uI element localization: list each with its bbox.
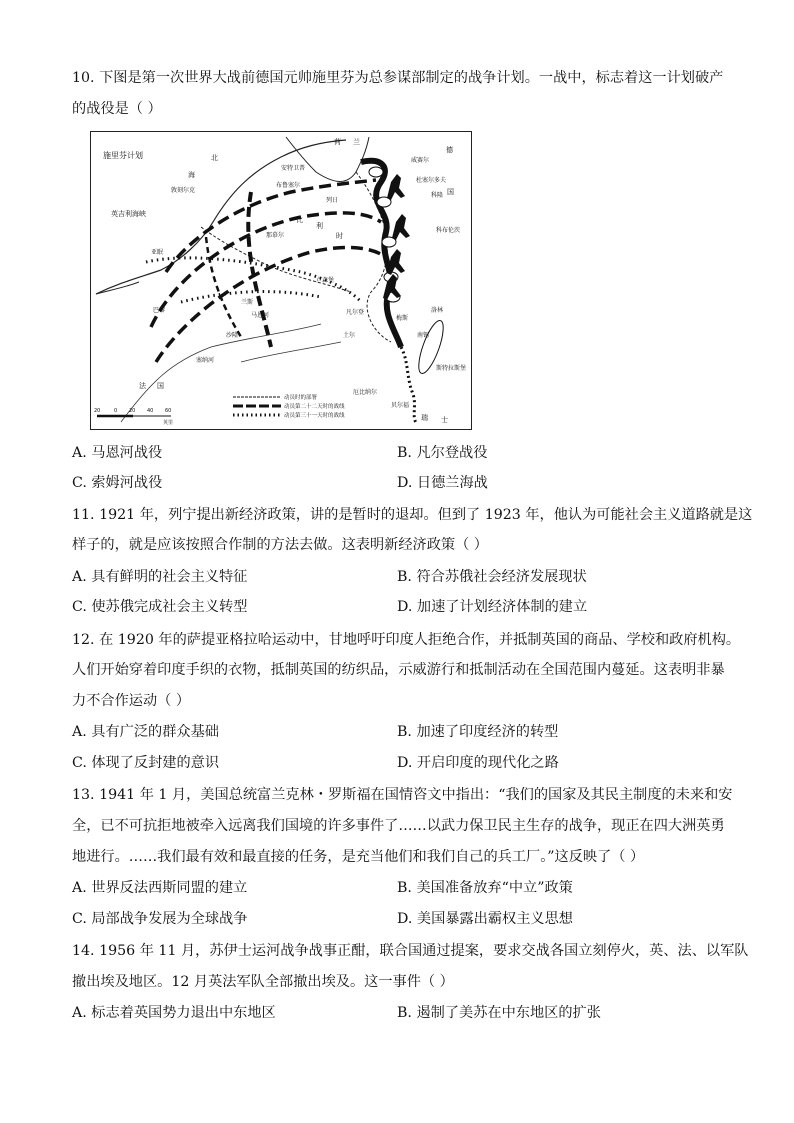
svg-text:沙隆: 沙隆 <box>226 332 239 339</box>
svg-text:北: 北 <box>211 154 218 162</box>
q13-option-d[interactable]: D. 美国暴露出霸权主义思想 <box>397 911 573 927</box>
svg-text:杜塞尔多夫: 杜塞尔多夫 <box>416 177 447 184</box>
q11-option-d[interactable]: D. 加速了计划经济体制的建立 <box>397 599 588 615</box>
q13-option-c[interactable]: C. 局部战争发展为全球战争 <box>72 911 248 927</box>
svg-text:60: 60 <box>165 408 172 414</box>
q13-stem-line2: 全，已不可抗拒地被牵入远离我们国境的许多事件了……以武力保卫民主生存的战争，现正在四大洲英勇 <box>72 818 725 834</box>
svg-text:南锡: 南锡 <box>417 332 430 339</box>
svg-text:荷: 荷 <box>334 138 341 146</box>
svg-text:比: 比 <box>296 216 303 224</box>
svg-text:兰斯: 兰斯 <box>241 299 254 306</box>
svg-text:时: 时 <box>336 232 343 240</box>
legend-item-1: 动员时的部署 <box>284 395 318 401</box>
svg-text:士: 士 <box>441 416 448 424</box>
svg-text:20: 20 <box>129 408 136 414</box>
svg-text:敦刻尔克: 敦刻尔克 <box>171 187 196 194</box>
q11-option-a[interactable]: A. 具有鲜明的社会主义特征 <box>72 569 248 585</box>
svg-text:厄比纳尔: 厄比纳尔 <box>353 389 378 396</box>
svg-text:国: 国 <box>447 188 454 196</box>
svg-text:列日: 列日 <box>326 197 339 204</box>
svg-text:海: 海 <box>188 171 195 179</box>
svg-text:塞纳河: 塞纳河 <box>196 357 215 364</box>
q12-stem-line3: 力不合作运动（ ） <box>72 693 191 709</box>
q14-option-b[interactable]: B. 遏制了美苏在中东地区的扩张 <box>397 1005 601 1021</box>
q13-stem-line3: 地进行。……我们最有效和最直接的任务，是充当他们和我们自己的兵工厂。”这反映了（ ） <box>72 849 645 865</box>
q14-stem-line1: 14. 1956 年 11 月，苏伊士运河战争战事正酣，联合国通过提案，要求交战各国立刻停火，英、法、以军队 <box>72 943 749 959</box>
svg-text:巴黎: 巴黎 <box>153 307 166 314</box>
svg-text:马恩河: 马恩河 <box>251 312 270 319</box>
q10-option-c[interactable]: C. 索姆河战役 <box>72 475 163 491</box>
legend-item-2: 动员第二十二天时的战线 <box>284 404 345 410</box>
svg-text:科布伦茨: 科布伦茨 <box>436 227 461 234</box>
svg-text:亚眠: 亚眠 <box>151 249 164 256</box>
svg-text:兰: 兰 <box>353 138 360 146</box>
svg-text:国: 国 <box>157 382 164 390</box>
q10-stem-line2: 的战役是（ ） <box>72 101 162 117</box>
svg-text:贝尔福: 贝尔福 <box>391 402 410 409</box>
svg-text:那慕尔: 那慕尔 <box>266 232 285 239</box>
q12-option-a[interactable]: A. 具有广泛的群众基础 <box>72 724 219 740</box>
q10-option-b[interactable]: B. 凡尔登战役 <box>397 445 488 461</box>
svg-text:布鲁塞尔: 布鲁塞尔 <box>276 182 301 189</box>
svg-text:施里芬计划: 施里芬计划 <box>103 151 143 160</box>
svg-text:威赛尔: 威赛尔 <box>411 157 430 164</box>
q10-stem-line1: 10. 下图是第一次世界大战前德国元帅施里芬为总参谋部制定的战争计划。一战中，标志着这一计划破产 <box>72 70 724 86</box>
svg-text:0: 0 <box>114 408 118 414</box>
q10-option-a[interactable]: A. 马恩河战役 <box>72 445 163 461</box>
svg-text:科隆: 科隆 <box>431 192 444 199</box>
q10-option-d[interactable]: D. 日德兰海战 <box>397 475 488 491</box>
q14-option-a[interactable]: A. 标志着英国势力退出中东地区 <box>72 1005 276 1021</box>
svg-text:德: 德 <box>446 146 453 154</box>
svg-text:瑞: 瑞 <box>421 414 428 422</box>
schlieffen-plan-map <box>90 131 472 430</box>
svg-text:利: 利 <box>316 222 323 230</box>
svg-text:安特卫普: 安特卫普 <box>281 165 306 172</box>
q11-stem-line1: 11. 1921 年，列宁提出新经济政策，讲的是暂时的退却。但到了 1923 年，他认为可能社会主义道路就是这 <box>72 507 753 523</box>
legend-item-3: 动员第三十一天时的战线 <box>284 413 345 419</box>
q12-option-d[interactable]: D. 开启印度的现代化之路 <box>397 755 559 771</box>
svg-text:英吉利海峡: 英吉利海峡 <box>111 210 146 218</box>
svg-text:斯特拉斯堡: 斯特拉斯堡 <box>436 365 467 372</box>
q13-option-b[interactable]: B. 美国准备放弃“中立”政策 <box>397 880 573 896</box>
svg-text:土尔: 土尔 <box>343 332 356 339</box>
svg-text:梅斯: 梅斯 <box>396 315 409 322</box>
svg-text:40: 40 <box>147 408 154 414</box>
q12-option-c[interactable]: C. 体现了反封建的意识 <box>72 755 220 771</box>
svg-text:凡尔登: 凡尔登 <box>346 309 365 316</box>
q12-stem-line1: 12. 在 1920 年的萨提亚格拉哈运动中，甘地呼吁印度人拒绝合作，并抵制英国的商品、学校和政府机构。 <box>72 632 741 648</box>
svg-text:英里: 英里 <box>163 420 174 426</box>
q11-option-c[interactable]: C. 使苏俄完成社会主义转型 <box>72 599 248 615</box>
q11-stem-line2: 样子的，就是应该按照合作制的方法去做。这表明新经济政策（ ） <box>72 537 488 553</box>
q12-stem-line2: 人们开始穿着印度手织的衣物，抵制英国的纺织品，示威游行和抵制活动在全国范围内蔓延。这表明非暴 <box>72 662 725 678</box>
q14-stem-line2: 撤出埃及地区。12 月英法军队全部撤出埃及。这一事件（ ） <box>72 974 454 990</box>
q12-option-b[interactable]: B. 加速了印度经济的转型 <box>397 724 559 740</box>
q13-option-a[interactable]: A. 世界反法西斯同盟的建立 <box>72 880 248 896</box>
svg-text:法: 法 <box>139 382 146 390</box>
q11-option-b[interactable]: B. 符合苏俄社会经济发展现状 <box>397 569 587 585</box>
svg-text:洛林: 洛林 <box>431 307 444 314</box>
svg-text:20: 20 <box>94 408 101 414</box>
q13-stem-line1: 13. 1941 年 1 月，美国总统富兰克林・罗斯福在国情咨文中指出：“我们的国家及其民主制度的未来和安 <box>72 787 733 803</box>
svg-text:卢森堡: 卢森堡 <box>316 277 335 284</box>
